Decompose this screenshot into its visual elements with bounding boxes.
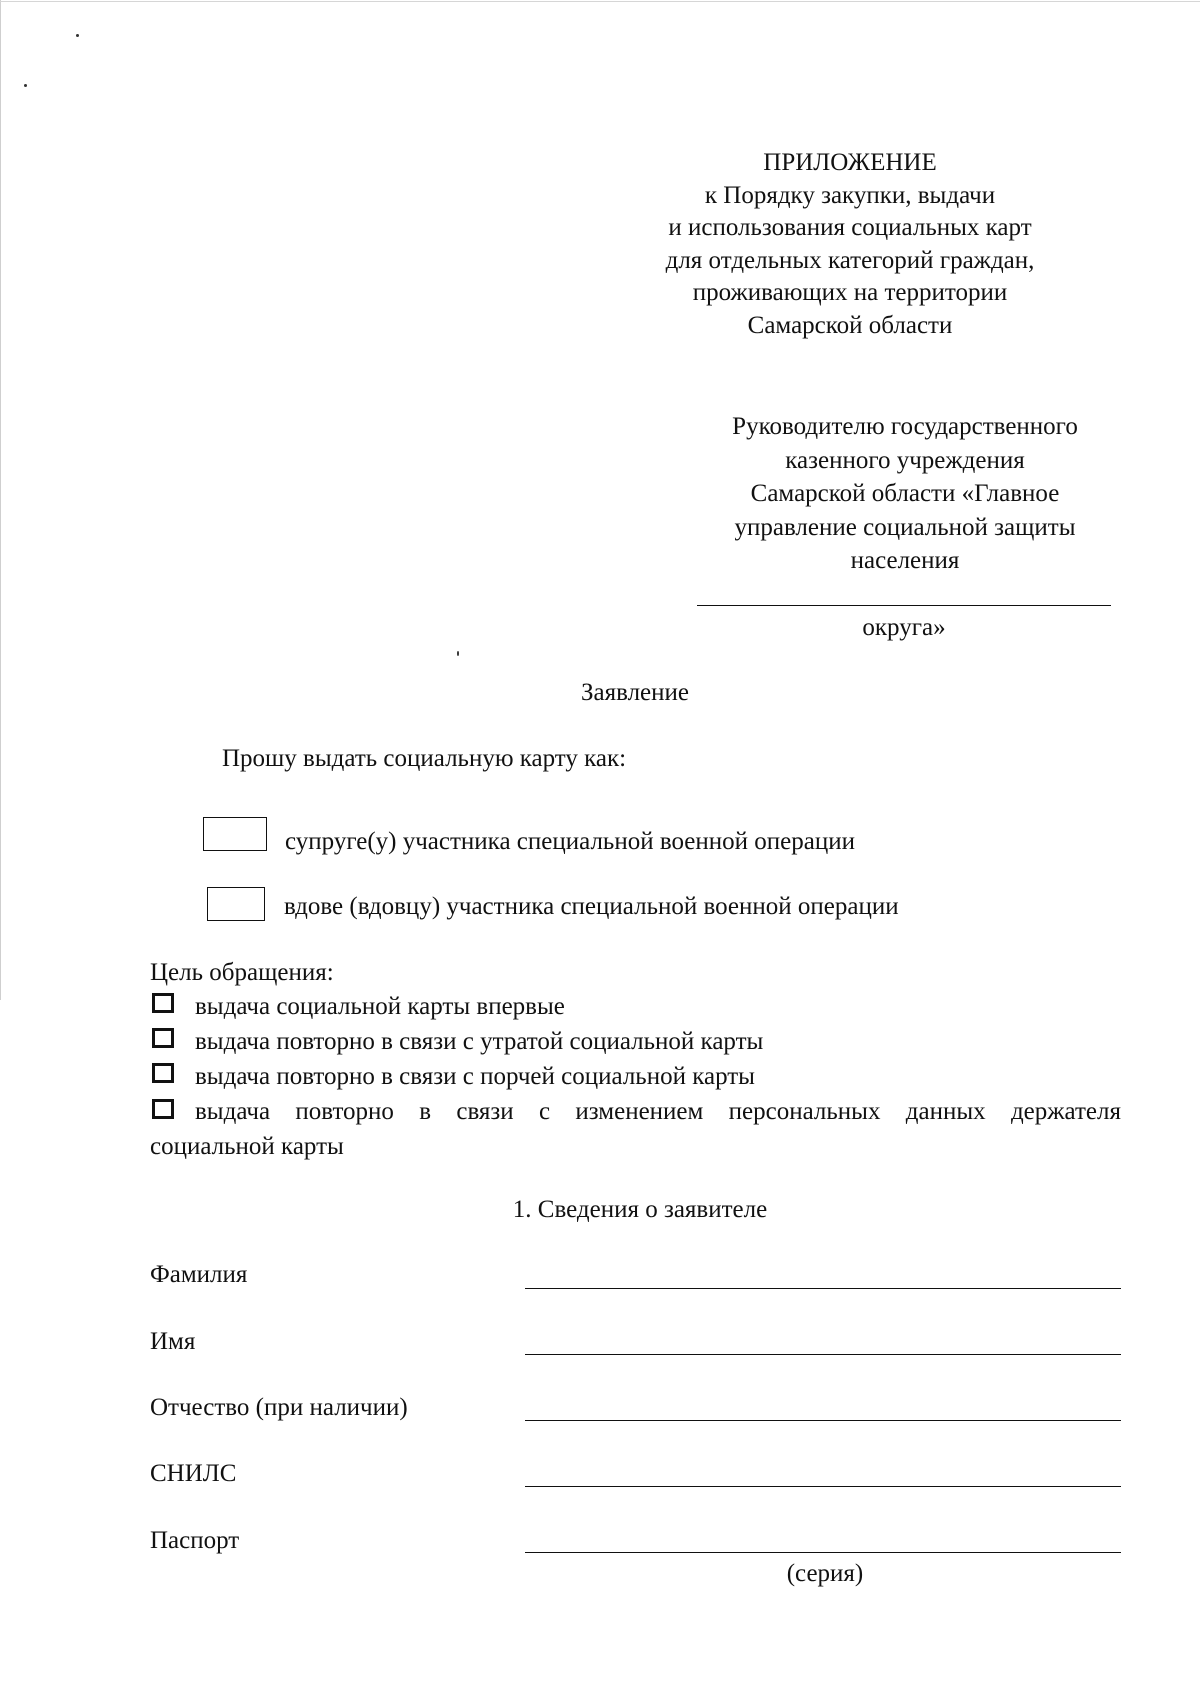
field-line-snils[interactable]	[525, 1486, 1121, 1487]
option-label-widow: вдове (вдовцу) участника специальной военной операции	[284, 893, 899, 920]
purpose-checkbox-loss[interactable]	[152, 1028, 174, 1048]
addressee-line: управление социальной защиты	[734, 513, 1076, 541]
field-line-surname[interactable]	[525, 1288, 1121, 1289]
appendix-line: проживающих на территории	[692, 279, 1008, 306]
field-line-name[interactable]	[525, 1354, 1121, 1355]
field-line-patronymic[interactable]	[525, 1420, 1121, 1421]
scan-speck	[24, 84, 27, 87]
purpose-checkbox-data-change[interactable]	[152, 1099, 174, 1119]
scan-edge	[0, 0, 1, 1000]
district-blank-line[interactable]	[697, 605, 1111, 606]
addressee-line: Самарской области «Главное	[750, 480, 1060, 507]
purpose-label-loss: выдача повторно в связи с утратой социальной карты	[195, 1028, 764, 1055]
scan-edge	[0, 1, 1200, 2]
purpose-checkbox-damage[interactable]	[152, 1063, 174, 1083]
purpose-label-first-issue: выдача социальной карты впервые	[195, 993, 565, 1020]
purpose-label-data-change-cont: социальной карты	[150, 1133, 344, 1160]
statement-request: Прошу выдать социальную карту как:	[222, 745, 627, 772]
field-label-snils: СНИЛС	[150, 1460, 237, 1487]
addressee-line: Руководителю государственного	[732, 413, 1078, 440]
scan-speck	[457, 651, 459, 656]
field-label-passport: Паспорт	[150, 1527, 240, 1554]
field-label-surname: Фамилия	[150, 1261, 248, 1288]
passport-series-caption: (серия)	[786, 1560, 864, 1587]
statement-title: Заявление	[580, 679, 690, 706]
appendix-line: к Порядку закупки, выдачи	[704, 181, 996, 209]
appendix-line: для отдельных категорий граждан,	[665, 246, 1035, 274]
appendix-line: Самарской области	[747, 311, 953, 339]
scan-speck	[76, 34, 79, 37]
field-line-passport[interactable]	[525, 1552, 1121, 1553]
purpose-title: Цель обращения:	[150, 959, 334, 986]
option-checkbox-spouse[interactable]	[203, 817, 267, 851]
addressee-line: казенного учреждения	[785, 446, 1025, 474]
field-label-name: Имя	[150, 1328, 196, 1355]
appendix-line: и использования социальных карт	[668, 214, 1032, 241]
applicant-section-title: 1. Сведения о заявителе	[512, 1196, 768, 1223]
appendix-block	[600, 147, 1100, 342]
option-checkbox-widow[interactable]	[207, 887, 265, 921]
field-label-patronymic: Отчество (при наличии)	[150, 1394, 408, 1421]
purpose-checkbox-first-issue[interactable]	[152, 993, 174, 1013]
option-label-spouse: супруге(у) участника специальной военной операции	[285, 828, 855, 855]
purpose-label-damage: выдача повторно в связи с порчей социальной карты	[195, 1063, 755, 1090]
purpose-label-data-change: выдача повторно в связи с изменением персональных данных держателя	[195, 1098, 1121, 1125]
addressee-suffix: округа»	[862, 614, 946, 641]
addressee-line: населения	[850, 547, 960, 574]
appendix-title: ПРИЛОЖЕНИЕ	[763, 149, 937, 176]
addressee-block	[680, 410, 1130, 578]
